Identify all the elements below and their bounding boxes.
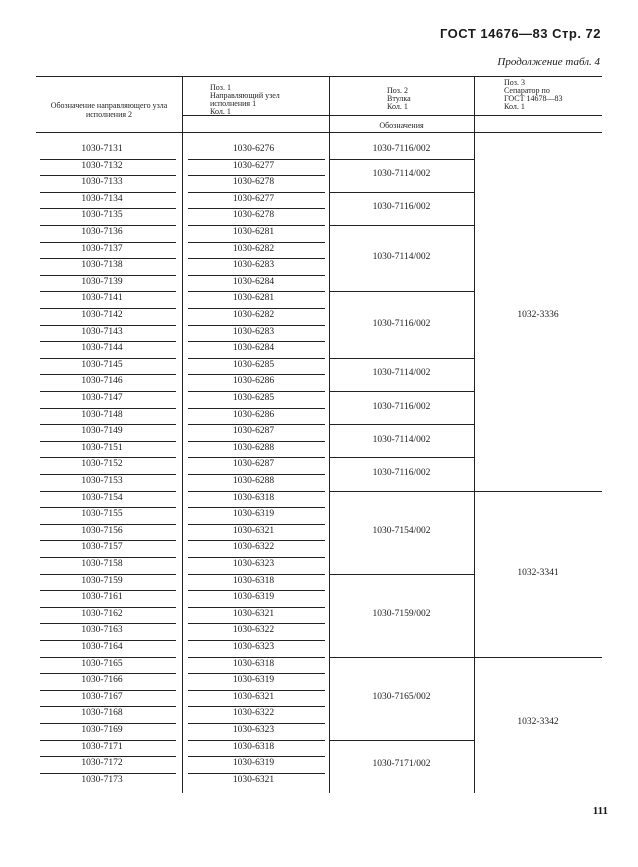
row-rule-designation xyxy=(40,291,176,292)
column-rule-3 xyxy=(474,76,475,793)
cell-designation: 1030-7166 xyxy=(81,675,123,686)
header-bottom-rule xyxy=(182,115,602,116)
column-header-guide-unit: исполнения 1 xyxy=(210,99,257,108)
row-rule-designation xyxy=(40,507,176,508)
cell-guide-unit: 1030-6287 xyxy=(232,459,275,470)
row-rule-guide-unit xyxy=(188,607,325,608)
separator-group-rule xyxy=(474,491,602,492)
bushing-group-rule xyxy=(329,192,474,193)
row-rule-guide-unit xyxy=(188,623,325,624)
row-rule-guide-unit xyxy=(188,192,325,193)
cell-guide-unit: 1030-6322 xyxy=(232,708,275,719)
row-rule-guide-unit xyxy=(188,657,325,658)
cell-designation: 1030-7143 xyxy=(81,326,123,337)
row-rule-guide-unit xyxy=(188,690,325,691)
cell-guide-unit: 1030-6282 xyxy=(232,243,275,254)
row-rule-designation xyxy=(40,590,176,591)
bushing-group-rule xyxy=(329,491,474,492)
bushing-group-rule xyxy=(329,291,474,292)
subheader-bottom-rule xyxy=(36,132,602,133)
cell-guide-unit: 1030-6321 xyxy=(232,525,275,536)
cell-guide-unit: 1030-6282 xyxy=(232,310,275,320)
row-rule-guide-unit xyxy=(188,275,325,276)
cell-guide-unit: 1030-6284 xyxy=(232,276,275,287)
cell-bushing: 1030-7116/002 xyxy=(372,401,431,412)
cell-designation: 1030-7139 xyxy=(81,276,123,287)
cell-designation: 1030-7163 xyxy=(81,625,123,636)
row-rule-designation xyxy=(40,723,176,724)
cell-designation: 1030-7146 xyxy=(81,376,123,387)
cell-designation: 1030-7165 xyxy=(81,658,123,669)
column-header-separator: Сепаратор по xyxy=(504,86,550,95)
row-rule-designation xyxy=(40,192,176,193)
cell-guide-unit: 1030-6286 xyxy=(232,376,275,387)
row-rule-guide-unit xyxy=(188,242,325,243)
cell-bushing: 1030-7114/002 xyxy=(372,252,431,263)
cell-designation: 1030-7149 xyxy=(81,426,123,437)
table-top-rule xyxy=(36,76,602,77)
cell-designation: 1030-7136 xyxy=(81,227,123,237)
row-rule-guide-unit xyxy=(188,557,325,558)
cell-bushing: 1030-7171/002 xyxy=(372,758,431,769)
row-rule-guide-unit xyxy=(188,706,325,707)
cell-designation: 1030-7173 xyxy=(81,774,123,785)
cell-guide-unit: 1030-6286 xyxy=(232,409,275,420)
cell-guide-unit: 1030-6281 xyxy=(232,293,275,304)
cell-designation: 1030-7135 xyxy=(81,210,123,221)
row-rule-designation xyxy=(40,657,176,658)
row-rule-designation xyxy=(40,258,176,259)
row-rule-guide-unit xyxy=(188,723,325,724)
cell-guide-unit: 1030-6323 xyxy=(232,642,275,652)
cell-designation: 1030-7142 xyxy=(81,310,123,320)
cell-guide-unit: 1030-6318 xyxy=(232,658,275,669)
row-rule-designation xyxy=(40,175,176,176)
row-rule-designation xyxy=(40,457,176,458)
row-rule-guide-unit xyxy=(188,441,325,442)
cell-bushing: 1030-7114/002 xyxy=(372,169,431,180)
cell-guide-unit: 1030-6318 xyxy=(232,492,275,503)
cell-guide-unit: 1030-6283 xyxy=(232,260,275,271)
row-rule-designation xyxy=(40,225,176,226)
cell-guide-unit: 1030-6277 xyxy=(232,160,275,171)
cell-guide-unit: 1030-6319 xyxy=(232,675,275,686)
cell-designation: 1030-7134 xyxy=(81,193,123,204)
row-rule-guide-unit xyxy=(188,491,325,492)
bushing-group-rule xyxy=(329,391,474,392)
row-rule-designation xyxy=(40,574,176,575)
cell-guide-unit: 1030-6288 xyxy=(232,476,275,486)
cell-designation: 1030-7167 xyxy=(81,691,123,702)
cell-guide-unit: 1030-6284 xyxy=(232,343,275,354)
cell-designation: 1030-7148 xyxy=(81,409,123,420)
row-rule-guide-unit xyxy=(188,258,325,259)
cell-designation: 1030-7157 xyxy=(81,542,123,553)
cell-bushing: 1030-7159/002 xyxy=(372,609,431,620)
cell-designation: 1030-7144 xyxy=(81,343,123,354)
cell-guide-unit: 1030-6285 xyxy=(232,359,275,370)
cell-guide-unit: 1030-6319 xyxy=(232,758,275,769)
column-header-designation: Обозначение направляющего узла xyxy=(50,101,168,110)
cell-designation: 1030-7154 xyxy=(81,492,123,503)
table-continuation-label: Продолжение табл. 4 xyxy=(497,56,600,68)
row-rule-guide-unit xyxy=(188,208,325,209)
row-rule-designation xyxy=(40,441,176,442)
cell-designation: 1030-7168 xyxy=(81,708,123,719)
row-rule-designation xyxy=(40,740,176,741)
row-rule-designation xyxy=(40,773,176,774)
bushing-group-rule xyxy=(329,457,474,458)
cell-designation: 1030-7153 xyxy=(81,476,123,486)
cell-guide-unit: 1030-6278 xyxy=(232,177,275,188)
cell-guide-unit: 1030-6287 xyxy=(232,426,275,437)
row-rule-designation xyxy=(40,474,176,475)
cell-guide-unit: 1030-6276 xyxy=(232,144,275,154)
cell-designation: 1030-7141 xyxy=(81,293,123,304)
cell-designation: 1030-7161 xyxy=(81,592,123,603)
row-rule-guide-unit xyxy=(188,341,325,342)
row-rule-designation xyxy=(40,623,176,624)
cell-guide-unit: 1030-6318 xyxy=(232,741,275,752)
column-header-bushing: Кол. 1 xyxy=(387,102,408,111)
row-rule-guide-unit xyxy=(188,225,325,226)
column-header-guide-unit: Поз. 1 xyxy=(210,83,231,92)
cell-designation: 1030-7159 xyxy=(81,575,123,586)
bushing-group-rule xyxy=(329,740,474,741)
cell-designation: 1030-7158 xyxy=(81,559,123,569)
row-rule-guide-unit xyxy=(188,291,325,292)
cell-separator: 1032-3336 xyxy=(517,310,559,321)
row-rule-designation xyxy=(40,275,176,276)
row-rule-guide-unit xyxy=(188,374,325,375)
column-header-bushing: Поз. 2 xyxy=(387,86,408,95)
cell-designation: 1030-7145 xyxy=(81,359,123,370)
cell-guide-unit: 1030-6285 xyxy=(232,393,275,403)
row-rule-guide-unit xyxy=(188,474,325,475)
row-rule-designation xyxy=(40,358,176,359)
cell-designation: 1030-7162 xyxy=(81,608,123,619)
column-header-separator: ГОСТ 14678—83 xyxy=(504,94,563,103)
row-rule-guide-unit xyxy=(188,574,325,575)
cell-designation: 1030-7147 xyxy=(81,393,123,403)
column-header-guide-unit: Кол. 1 xyxy=(210,107,231,116)
row-rule-guide-unit xyxy=(188,408,325,409)
cell-designation: 1030-7169 xyxy=(81,725,123,735)
row-rule-guide-unit xyxy=(188,507,325,508)
bushing-group-rule xyxy=(329,225,474,226)
cell-guide-unit: 1030-6281 xyxy=(232,227,275,237)
cell-guide-unit: 1030-6318 xyxy=(232,575,275,586)
row-rule-designation xyxy=(40,673,176,674)
cell-guide-unit: 1030-6319 xyxy=(232,509,275,520)
page-number: 111 xyxy=(592,805,608,817)
cell-designation: 1030-7131 xyxy=(81,144,123,154)
row-rule-designation xyxy=(40,690,176,691)
row-rule-guide-unit xyxy=(188,740,325,741)
bushing-group-rule xyxy=(329,657,474,658)
cell-bushing: 1030-7116/002 xyxy=(372,144,431,155)
row-rule-designation xyxy=(40,374,176,375)
cell-guide-unit: 1030-6323 xyxy=(232,559,275,569)
cell-separator: 1032-3341 xyxy=(517,567,559,578)
cell-bushing: 1030-7165/002 xyxy=(372,692,431,703)
cell-guide-unit: 1030-6321 xyxy=(232,774,275,785)
cell-designation: 1030-7138 xyxy=(81,260,123,271)
cell-guide-unit: 1030-6321 xyxy=(232,691,275,702)
row-rule-guide-unit xyxy=(188,756,325,757)
row-rule-guide-unit xyxy=(188,773,325,774)
row-rule-designation xyxy=(40,159,176,160)
cell-designation: 1030-7137 xyxy=(81,243,123,254)
cell-bushing: 1030-7116/002 xyxy=(372,318,431,329)
row-rule-guide-unit xyxy=(188,457,325,458)
cell-guide-unit: 1030-6278 xyxy=(232,210,275,221)
cell-designation: 1030-7132 xyxy=(81,160,123,171)
row-rule-guide-unit xyxy=(188,524,325,525)
row-rule-designation xyxy=(40,325,176,326)
cell-designation: 1030-7152 xyxy=(81,459,123,470)
row-rule-designation xyxy=(40,391,176,392)
row-rule-guide-unit xyxy=(188,424,325,425)
cell-designation: 1030-7164 xyxy=(81,642,123,652)
bushing-group-rule xyxy=(329,424,474,425)
cell-guide-unit: 1030-6288 xyxy=(232,442,275,453)
row-rule-guide-unit xyxy=(188,640,325,641)
bushing-group-rule xyxy=(329,358,474,359)
cell-designation: 1030-7155 xyxy=(81,509,123,520)
row-rule-designation xyxy=(40,308,176,309)
cell-bushing: 1030-7154/002 xyxy=(372,526,431,537)
row-rule-guide-unit xyxy=(188,159,325,160)
cell-designation: 1030-7171 xyxy=(81,741,123,752)
row-rule-designation xyxy=(40,706,176,707)
column-header-guide-unit: Направляющий узел xyxy=(210,91,280,100)
row-rule-guide-unit xyxy=(188,325,325,326)
row-rule-guide-unit xyxy=(188,175,325,176)
cell-guide-unit: 1030-6319 xyxy=(232,592,275,603)
row-rule-guide-unit xyxy=(188,590,325,591)
cell-designation: 1030-7133 xyxy=(81,177,123,188)
row-rule-designation xyxy=(40,242,176,243)
cell-guide-unit: 1030-6322 xyxy=(232,625,275,636)
row-rule-designation xyxy=(40,208,176,209)
separator-group-rule xyxy=(474,657,602,658)
row-rule-designation xyxy=(40,491,176,492)
cell-guide-unit: 1030-6277 xyxy=(232,193,275,204)
row-rule-designation xyxy=(40,424,176,425)
subheader-designations: Обозначения xyxy=(379,121,424,130)
bushing-group-rule xyxy=(329,574,474,575)
row-rule-designation xyxy=(40,607,176,608)
column-header-separator: Поз. 3 xyxy=(504,78,525,87)
row-rule-designation xyxy=(40,524,176,525)
column-header-bushing: Втулка xyxy=(387,94,411,103)
cell-bushing: 1030-7116/002 xyxy=(372,202,431,213)
row-rule-designation xyxy=(40,408,176,409)
bushing-group-rule xyxy=(329,159,474,160)
row-rule-designation xyxy=(40,557,176,558)
row-rule-guide-unit xyxy=(188,540,325,541)
row-rule-designation xyxy=(40,640,176,641)
cell-designation: 1030-7151 xyxy=(81,442,123,453)
cell-guide-unit: 1030-6322 xyxy=(232,542,275,553)
document-header-title: ГОСТ 14676—83 Стр. 72 xyxy=(439,26,601,41)
column-header-designation: исполнения 2 xyxy=(85,110,133,119)
cell-bushing: 1030-7114/002 xyxy=(372,368,431,379)
row-rule-guide-unit xyxy=(188,673,325,674)
cell-guide-unit: 1030-6283 xyxy=(232,326,275,337)
row-rule-designation xyxy=(40,540,176,541)
row-rule-designation xyxy=(40,341,176,342)
row-rule-guide-unit xyxy=(188,391,325,392)
cell-bushing: 1030-7114/002 xyxy=(372,434,431,445)
cell-designation: 1030-7156 xyxy=(81,525,123,536)
cell-designation: 1030-7172 xyxy=(81,758,123,769)
row-rule-guide-unit xyxy=(188,358,325,359)
cell-bushing: 1030-7116/002 xyxy=(372,468,431,478)
row-rule-designation xyxy=(40,756,176,757)
cell-guide-unit: 1030-6323 xyxy=(232,725,275,735)
cell-guide-unit: 1030-6321 xyxy=(232,608,275,619)
cell-separator: 1032-3342 xyxy=(517,717,559,727)
column-header-separator: Кол. 1 xyxy=(504,102,525,111)
row-rule-guide-unit xyxy=(188,308,325,309)
